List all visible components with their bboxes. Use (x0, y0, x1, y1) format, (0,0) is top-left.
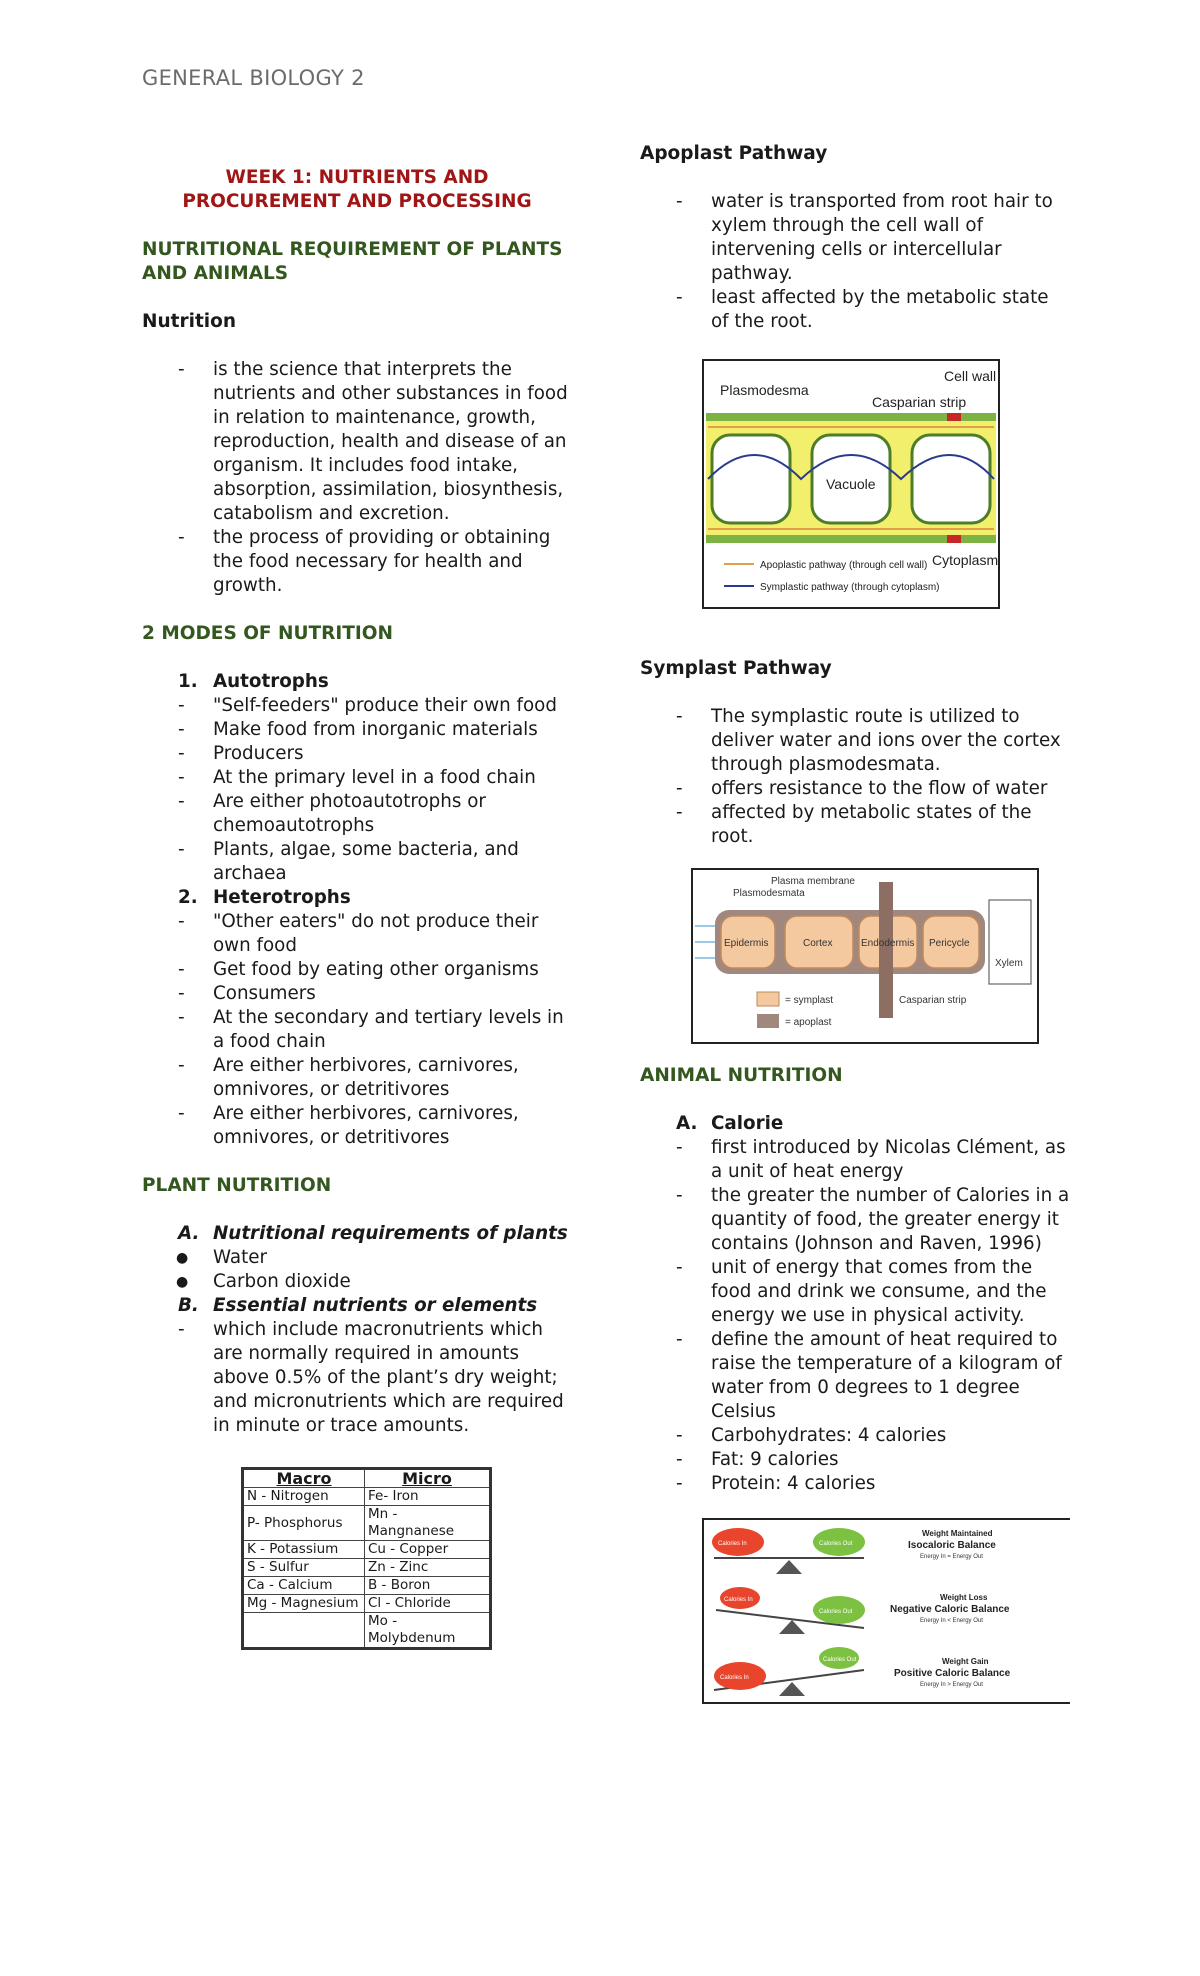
list-item: - Fat: 9 calories (640, 1448, 1070, 1472)
list-item: - Are either photoautotrophs or chemoautotrophs (142, 790, 572, 838)
list-item: ● Water (142, 1246, 572, 1270)
list-item: - define the amount of heat required to raise the temperature of a kilogram of water from 0 degrees to 1 degree Celsius (640, 1328, 1070, 1424)
table-header-macro: Macro (243, 1469, 365, 1488)
modes-heading: 2 MODES OF NUTRITION (142, 623, 393, 644)
list-item: - the process of providing or obtaining the food necessary for health and growth. (142, 526, 572, 598)
table-cell: Ca - Calcium (243, 1577, 365, 1595)
requirements-list (142, 1246, 572, 1294)
essential-list (142, 1318, 572, 1438)
label-pericycle: Pericycle (929, 938, 970, 949)
list-item: - Carbohydrates: 4 calories (640, 1424, 1070, 1448)
list-item: - The symplastic route is utilized to deliver water and ions over the cortex through plasmodesmata. (640, 705, 1070, 777)
balance-name: Positive Caloric Balance (894, 1668, 1011, 1679)
list-item: - At the primary level in a food chain (142, 766, 572, 790)
table-row (243, 1613, 491, 1649)
calories-in-label: Calories In (718, 1541, 747, 1547)
nutritional-requirement-heading: NUTRITIONAL REQUIREMENT OF PLANTS AND ANIMALS (142, 239, 563, 284)
essential-nutrients-item (142, 1294, 572, 1318)
heterotrophs-list (142, 910, 572, 1150)
label-casparian-strip: Casparian strip (899, 995, 967, 1006)
list-item: - water is transported from root hair to xylem through the cell wall of intervening cells or intercellular pathway. (640, 190, 1070, 286)
balance-title: Weight Maintained (922, 1529, 993, 1538)
nutrient-table (241, 1467, 492, 1650)
symplast-list (640, 705, 1070, 849)
table-cell: Fe- Iron (365, 1488, 491, 1506)
label-vacuole: Vacuole (826, 476, 876, 492)
table-cell: S - Sulfur (243, 1559, 365, 1577)
apoplast-svg (704, 361, 998, 607)
table-header-micro: Micro (365, 1469, 491, 1488)
list-item: - the greater the number of Calories in a quantity of food, the greater energy it contains (Johnson and Raven, 1996) (640, 1184, 1070, 1256)
table-cell: K - Potassium (243, 1541, 365, 1559)
label-cortex: Cortex (803, 938, 833, 949)
nutritional-requirements-item (142, 1222, 572, 1246)
table-cell: Cu - Copper (365, 1541, 491, 1559)
calories-in-label: Calories In (720, 1675, 749, 1681)
table-row (243, 1559, 491, 1577)
table-cell: Mg - Magnesium (243, 1595, 365, 1613)
list-item: - Plants, algae, some bacteria, and archaea (142, 838, 572, 886)
list-item: - Consumers (142, 982, 572, 1006)
heterotrophs-label: Heterotrophs (213, 887, 351, 908)
list-marker: A. (178, 1223, 200, 1244)
plant-nutrition-heading: PLANT NUTRITION (142, 1175, 332, 1196)
animal-nutrition-heading: ANIMAL NUTRITION (640, 1065, 843, 1086)
list-item: - affected by metabolic states of the root. (640, 801, 1070, 849)
heterotrophs-item (142, 886, 572, 910)
list-marker: A. (676, 1113, 698, 1134)
calorie-list (640, 1136, 1070, 1496)
label-casparian: Casparian strip (872, 394, 967, 410)
label-plasma-membrane: Plasma membrane (771, 876, 855, 887)
legend-apoplastic: Apoplastic pathway (through cell wall) (760, 560, 928, 571)
list-item: - Producers (142, 742, 572, 766)
list-item: - Are either herbivores, carnivores, omnivores, or detritivores (142, 1054, 572, 1102)
calories-in-label: Calories In (724, 1597, 753, 1603)
balance-title: Weight Gain (942, 1657, 989, 1666)
list-item: - "Other eaters" do not produce their own food (142, 910, 572, 958)
list-marker: 1. (178, 671, 198, 692)
week-title: WEEK 1: NUTRIENTS AND PROCUREMENT AND PROCESSING (182, 167, 532, 212)
legend-apoplast: = apoplast (785, 1017, 832, 1028)
list-item: - offers resistance to the flow of water (640, 777, 1070, 801)
right-column (640, 142, 1070, 1704)
balance-title: Weight Loss (940, 1593, 988, 1602)
list-item: - least affected by the metabolic state of the root. (640, 286, 1070, 334)
list-item: - "Self-feeders" produce their own food (142, 694, 572, 718)
label-xylem: Xylem (995, 958, 1023, 969)
apoplast-heading: Apoplast Pathway (640, 143, 828, 164)
list-item: - which include macronutrients which are normally required in amounts above 0.5% of the plant’s dry weight; and micronutrients which are required in minute or trace amounts. (142, 1318, 572, 1438)
list-marker: 2. (178, 887, 198, 908)
essential-nutrients-label: Essential nutrients or elements (213, 1295, 538, 1316)
apoplast-list (640, 190, 1070, 334)
symplast-heading: Symplast Pathway (640, 658, 832, 679)
list-item: - Protein: 4 calories (640, 1472, 1070, 1496)
list-item: - Are either herbivores, carnivores, omnivores, or detritivores (142, 1102, 572, 1150)
legend-symplast: = symplast (785, 995, 834, 1006)
autotrophs-item (142, 670, 572, 694)
balance-equation: Energy In = Energy Out (920, 1554, 983, 1560)
calories-out-label: Calories Out (819, 1541, 853, 1547)
table-row (243, 1577, 491, 1595)
list-marker: B. (178, 1295, 199, 1316)
symplast-diagram (691, 868, 1039, 1044)
autotrophs-list (142, 694, 572, 886)
balance-equation: Energy In > Energy Out (920, 1682, 983, 1688)
calories-out-label: Calories Out (819, 1609, 853, 1615)
caloric-balance-svg (704, 1520, 1070, 1702)
table-row (243, 1506, 491, 1541)
page-header: GENERAL BIOLOGY 2 (142, 66, 365, 90)
table-cell (243, 1613, 365, 1649)
table-cell: Mn - Mangnanese (365, 1506, 491, 1541)
list-item: - first introduced by Nicolas Clément, as a unit of heat energy (640, 1136, 1070, 1184)
nutrition-heading: Nutrition (142, 311, 237, 332)
list-item: ● Carbon dioxide (142, 1270, 572, 1294)
label-cell-wall: Cell wall (944, 368, 997, 384)
table-cell: N - Nitrogen (243, 1488, 365, 1506)
list-item: - Get food by eating other organisms (142, 958, 572, 982)
table-cell: Cl - Chloride (365, 1595, 491, 1613)
table-row (243, 1541, 491, 1559)
label-endodermis: Endodermis (861, 938, 915, 949)
nutritional-requirements-label: Nutritional requirements of plants (213, 1223, 568, 1244)
label-plasmodesmata: Plasmodesmata (733, 888, 805, 899)
label-plasmodesma: Plasmodesma (720, 382, 809, 398)
left-column (142, 140, 572, 1650)
caloric-balance-figure (702, 1518, 1070, 1704)
table-cell: Mo - Molybdenum (365, 1613, 491, 1649)
label-epidermis: Epidermis (724, 938, 769, 949)
legend-symplastic: Symplastic pathway (through cytoplasm) (760, 582, 940, 593)
nutrition-list (142, 358, 572, 598)
list-item: - At the secondary and tertiary levels in a food chain (142, 1006, 572, 1054)
list-item: - is the science that interprets the nutrients and other substances in food in relation to maintenance, growth, reproduction, health and disease of an organism. It includes food intake, absorption, assimilation, biosynthesis, catabolism and excretion. (142, 358, 572, 526)
list-item: - Make food from inorganic materials (142, 718, 572, 742)
list-item: - unit of energy that comes from the food and drink we consume, and the energy we use in physical activity. (640, 1256, 1070, 1328)
table-row (243, 1595, 491, 1613)
autotrophs-label: Autotrophs (213, 671, 329, 692)
apoplast-diagram (702, 359, 1000, 609)
symplast-svg (693, 870, 1037, 1042)
calorie-item (640, 1112, 1070, 1136)
balance-name: Negative Caloric Balance (890, 1604, 1010, 1615)
calorie-label: Calorie (711, 1113, 784, 1134)
table-cell: Zn - Zinc (365, 1559, 491, 1577)
balance-equation: Energy In < Energy Out (920, 1618, 983, 1624)
table-cell: P- Phosphorus (243, 1506, 365, 1541)
table-row (243, 1488, 491, 1506)
label-cytoplasm: Cytoplasm (932, 552, 998, 568)
balance-name: Isocaloric Balance (908, 1540, 996, 1551)
calories-out-label: Calories Out (823, 1657, 857, 1663)
table-cell: B - Boron (365, 1577, 491, 1595)
